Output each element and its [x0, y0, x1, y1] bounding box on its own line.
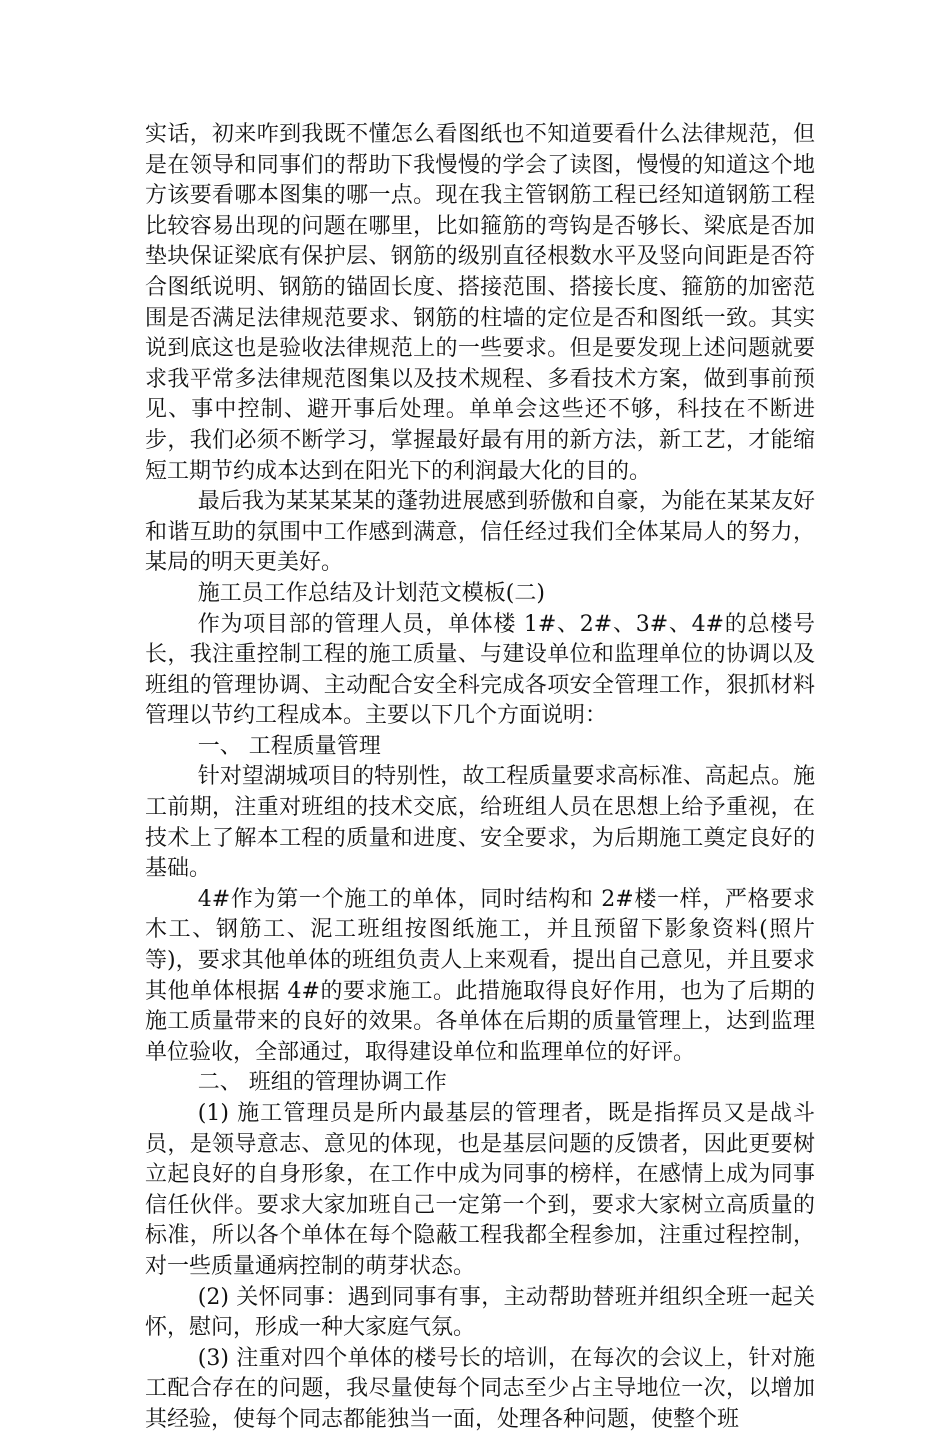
paragraph-quality-2: 4#作为第一个施工的单体，同时结构和 2#楼一样，严格要求木工、钢筋工、泥工班组按图纸施工，并且预留下影象资料(照片等)，要求其他单体的班组负责人上来观看，提出自己意见，并且要求其他单体根据 4#的要求施工。此措施取得良好作用，也为了后期的施工质量带来的良好的效果。各单体在后期的质量管理上，达到监理单位验收，全部通过，取得建设单位和监理单位的好评。 [145, 886, 815, 1065]
heading-quality-management: 一、 工程质量管理 [197, 733, 381, 759]
paragraph-team-1: (1) 施工管理员是所内最基层的管理者，既是指挥员又是战斗员，是领导意志、意见的体现，也是基层问题的反馈者，因此更要树立起良好的自身形象，在工作中成为同事的榜样，在感情上成为同事信任伙伴。要求大家加班自己一定第一个到，要求大家树立高质量的标准，所以各个单体在每个隐蔽工程我都全程参加，注重过程控制，对一些质量通病控制的萌芽状态。 [145, 1101, 815, 1279]
paragraph-team-2: (2) 关怀同事：遇到同事有事，主动帮助替班并组织全班一起关怀，慰问，形成一种大家庭气氛。 [145, 1284, 815, 1341]
paragraph-2: 最后我为某某某某的蓬勃进展感到骄傲和自豪，为能在某某友好和谐互助的氛围中工作感到满意，信任经过我们全体某局人的努力，某局的明天更美好。 [145, 489, 815, 576]
paragraph-quality-1: 针对望湖城项目的特别性，故工程质量要求高标准、高起点。施工前期，注重对班组的技术交底，给班组人员在思想上给予重视，在技术上了解本工程的质量和进度、安全要求，为后期施工奠定良好的基础。 [145, 764, 815, 882]
paragraph-1: 实话，初来咋到我既不懂怎么看图纸也不知道要看什么法律规范，但是在领导和同事们的帮助下我慢慢的学会了读图，慢慢的知道这个地方该要看哪本图集的哪一点。现在我主管钢筋工程已经知道钢筋工程比较容易出现的问题在哪里，比如箍筋的弯钩是否够长、梁底是否加垫块保证梁底有保护层、钢筋的级别直径根数水平及竖向间距是否符合图纸说明、钢筋的锚固长度、搭接范围、搭接长度、箍筋的加密范围是否满足法律规范要求、钢筋的柱墙的定位是否和图纸一致。其实说到底这也是验收法律规范上的一些要求。但是要发现上述问题就要求我平常多法律规范图集以及技术规程、多看技术方案，做到事前预见、事中控制、避开事后处理。单单会这些还不够，科技在不断进步，我们必须不断学习，掌握最好最有用的新方法，新工艺，才能缩短工期节约成本达到在阳光下的利润最大化的目的。 [145, 122, 815, 484]
paragraph-team-3: (3) 注重对四个单体的楼号长的培训，在每次的会议上，针对施工配合存在的问题，我尽量使每个同志至少占主导地位一次，以增加其经验，使每个同志都能独当一面，处理各种问题，使整个班 [145, 1345, 815, 1432]
paragraph-intro: 作为项目部的管理人员，单体楼 1#、2#、3#、4#的总楼号长，我注重控制工程的施工质量、与建设单位和监理单位的协调以及班组的管理协调、主动配合安全科完成各项安全管理工作，狠抓材料管理以节约工程成本。主要以下几个方面说明： [145, 611, 815, 729]
document-page [145, 120, 815, 1436]
section-title: 施工员工作总结及计划范文模板(二) [197, 580, 545, 606]
heading-team-management: 二、 班组的管理协调工作 [197, 1070, 447, 1096]
